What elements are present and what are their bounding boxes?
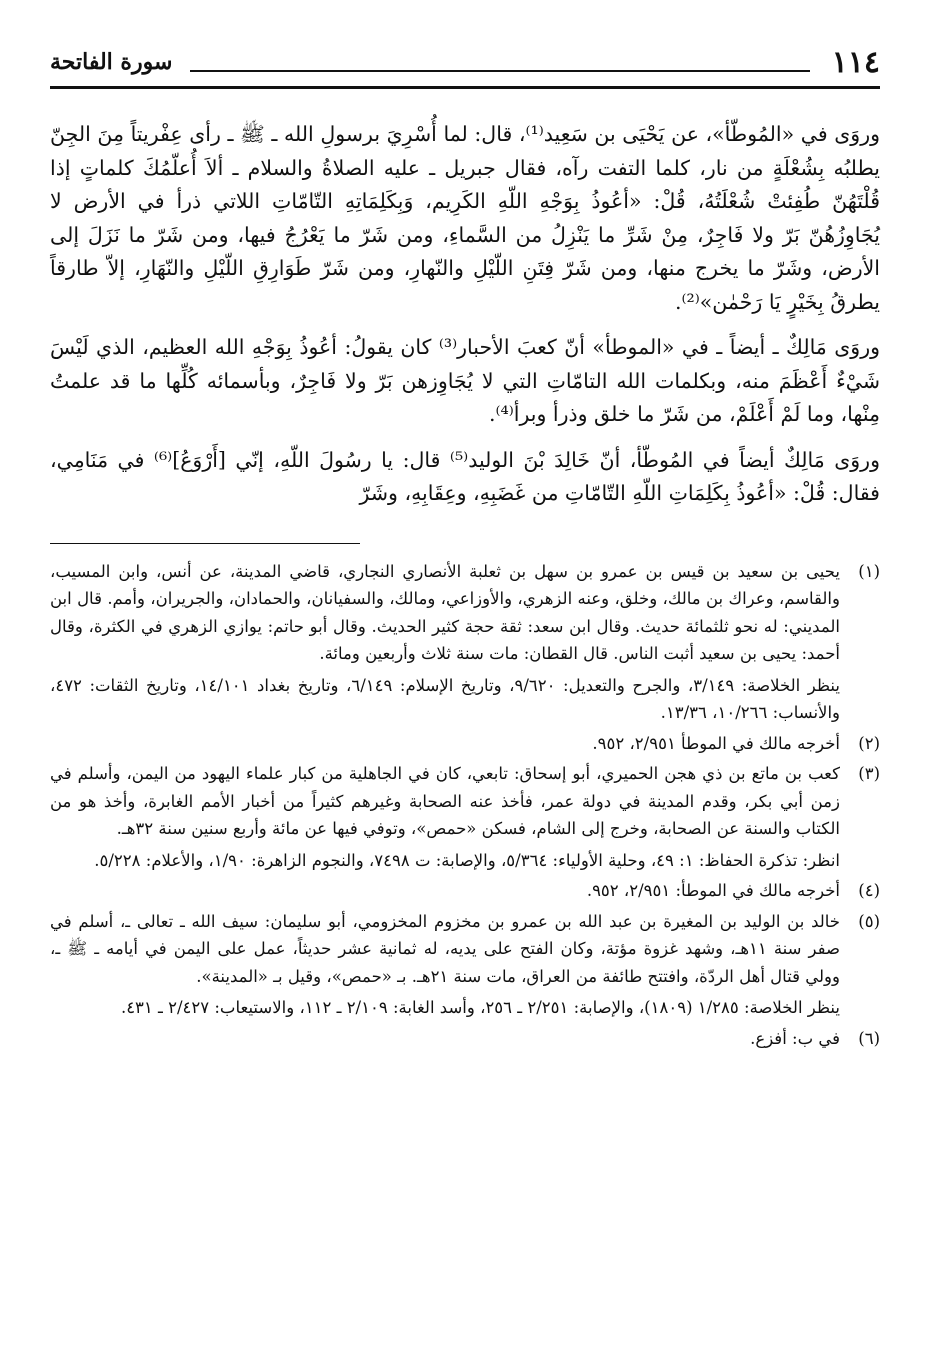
footnote-number: (١) [858, 561, 880, 581]
header-rule [190, 70, 810, 72]
footnote [50, 877, 880, 905]
footnote-text: كعب بن ماتع بن ذي هجن الحميري، أبو إسحاق: تابعي، كان في الجاهلية من كبار علماء اليهود من اليمن، وأسلم في زمن أبي بكر، وقدم المدينة في دولة عمر، فأخذ عنه الصحابة وغيرهم كثيراً من أخبار الأمم الغابرة، وأخذ هو من الكتاب والسنة عن الصحابة، وخرج إلى الشام، فسكن «حمص»، وتوفي فيها عن مائة وأربع سنين سنة ٣٢هـ. [50, 764, 840, 838]
footnote-source: ينظر الخلاصة: ١/٢٨٥ (١٨٠٩)، والإصابة: ٢/٢٥١ ـ ٢٥٦، وأسد الغابة: ٢/١٠٩ ـ ١١٢، والاستيعاب: ٢/٤٢٧ ـ ٤٣١. [120, 998, 840, 1017]
footnotes [50, 558, 880, 1053]
footnote-source: ينظر الخلاصة: ٣/١٤٩، والجرح والتعديل: ٩/٦٢٠، وتاريخ الإسلام: ٦/١٤٩، وتاريخ بغداد ١٤/١٠١، وتاريخ الثقات: ٤٧٢، والأنساب: ١٠/٢٦٦، ١٣/٣٦. [50, 675, 840, 722]
paragraph: وروَى مَالِكٌ ـ أيضاً ـ في «الموطأ» أنّ كعبَ الأحبار⁽³⁾ كان يقولُ: أعُوذُ بِوَجْهِ الله العظيم، الذي لَيْسَ شَيْءٌ أَعْظَمَ منه، وبكلمات الله التامّاتِ التي لا يُجَاوِزهن بَرّ ولا فَاجِرٌ، وبأسمائه كُلِّها ما قد علمتُ مِنْها، وما لَمْ أَعْلَمْ، من شَرّ ما خلق وذرأ وبرأ⁽⁴⁾. [50, 335, 880, 426]
running-title: سورة الفاتحة [50, 49, 173, 75]
paragraph: وروَى مَالِكٌ أيضاً في المُوطّأ، أنّ خَالِدَ بْنَ الوليد⁽⁵⁾ قال: يا رسُولَ اللّهِ، إنّي [أَرْوَعُ]⁽⁶⁾ في مَنَامِي، فقال: قُلْ: «أعُوذُ بِكَلِمَاتِ اللّهِ التّامّاتِ من غَضَبِهِ، وعِقَابِهِ، وشَرّ [50, 447, 880, 505]
page-number: ١١٤ [831, 45, 880, 80]
footnote [50, 760, 880, 874]
footnote-text: في ب: أفزع. [750, 1028, 840, 1048]
page-header [50, 40, 880, 88]
footnote-text: يحيى بن سعيد بن قيس بن عمرو بن سهل بن ثعلبة الأنصاري النجاري، قاضي المدينة، عن أنس، وابن المسيب، والقاسم، وعراك بن مالك، وخلق، وعنه الزهري، والأوزاعي، ومالك، والسفيانان، والحمادان، والجريران، وأمم. قال ابن المديني: له نحو ثلثمائة حديث. وقال ابن سعد: ثقة حجة كثير الحديث. وقال أبو حاتم: يوازي الزهري في الكثرة، وقال أحمد: يحيى بن سعيد أثبت الناس. قال القطان: مات سنة ثلاث وأربعين ومائة. [50, 561, 840, 663]
footnote-number: (٣) [858, 764, 880, 783]
footnote-source: انظر: تذكرة الحفاظ: ١: ٤٩، وحلية الأولياء: ٥/٣٦٤، والإصابة: ت ٧٤٩٨، والنجوم الزاهرة: ١/٩٠، والأعلام: ٥/٢٢٨. [94, 850, 840, 870]
footnote-text: خالد بن الوليد بن المغيرة بن عبد الله بن عمرو بن مخزوم المخزومي، أبو سليمان: سيف الله ـ تعالى ـ، أسلم في صفر سنة ١١هـ، وشهد غزوة مؤتة، وكان الفتح على يديه، له ثمانية عشر حديثاً، عمل على اليمن في أيامه ـ ﷺ ـ، وولي قتال أهل الردّة، وافتتح طائفة من العراق، مات سنة ٢١هـ. بـ «حمص»، وقيل بـ «المدينة». [50, 911, 841, 986]
footnote-number: (٥) [858, 911, 880, 931]
footnote-separator [50, 543, 360, 544]
paragraph: وروَى في «المُوطّأ»، عن يَحْيَى بن سَعِيد⁽¹⁾، قال: لما أُسْرِيَ برسولِ الله ـ ﷺ ـ رأى عِفْريتاً مِنَ الجِنّ يطلبُه بِشُعْلَةٍ من نار، كلما التفت رآه، فقال جبريل ـ عليه الصلاةُ والسلام ـ ألاَ أُعلّمُكَ كلماتٍ إذا قُلْتَهُنّ طُفِئتْ شُعْلَتُهُ، قُلْ: «أعُوذُ بِوَجْهِ اللّهِ الكَرِيم، وَبِكَلِمَاتِهِ التّامّاتِ اللاتي ذرأ في الأرض لا يُجَاوِزُهُنّ بَرّ ولا فَاجِرٌ، مِنْ شَرِّ ما يَنْزِلُ من السَّماءِ، ومن شَرّ ما يَعْرُجُ فيها، ومن شَرّ ما نَزَلَ إلى الأرض، وشَرّ ما يخرج منها، ومن شَرّ فِتَنِ اللّيْلِ والنّهارِ، ومن شَرّ طَوَارِقِ اللّيْلِ والنّهَارِ، إلاّ طارقاً يطرقُ بِخَيْرٍ يَا رَحْمٰن»⁽²⁾. [50, 122, 880, 314]
footnote-number: (٦) [858, 1028, 880, 1048]
header-bottom-rule [50, 86, 880, 89]
footnote-number: (٤) [858, 881, 880, 900]
footnote [50, 908, 880, 1022]
footnote-text: أخرجه مالك في الموطأ: ٢/٩٥١، ٩٥٢. [586, 881, 840, 900]
footnote [50, 1025, 880, 1053]
footnote-number: (٢) [858, 733, 880, 753]
main-text [50, 118, 880, 511]
footnote [50, 558, 880, 727]
footnote [50, 730, 880, 758]
book-page [50, 40, 880, 1340]
footnote-text: أخرجه مالك في الموطأ ٢/٩٥١، ٩٥٢. [592, 733, 840, 753]
